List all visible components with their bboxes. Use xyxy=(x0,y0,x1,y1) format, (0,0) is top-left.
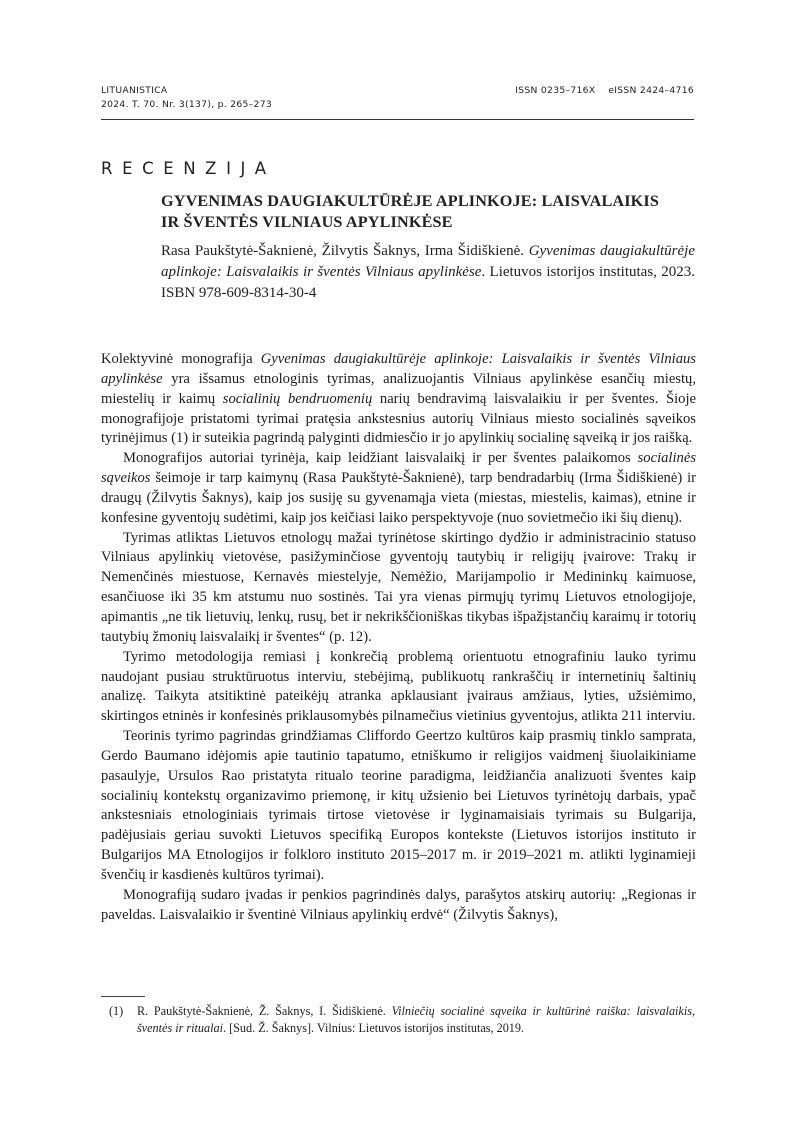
book-title-italic: Gyvenimas daugiakultūrėje aplinkoje: Laisvalaikis ir šventės Vilniaus apylinkėse xyxy=(101,351,696,387)
issn: ISSN 0235–716X xyxy=(515,85,596,96)
article-title xyxy=(161,191,701,233)
paragraph-text: Monografijos autoriai tyrinėja, kaip leidžiant laisvalaikį ir per šventes palaikomos xyxy=(123,450,638,467)
paragraph-text: yra išsamus etnologinis tyrimas, analizuojantis Vilniaus apylinkėse esančių miestų, miestelių ir kaimų xyxy=(101,370,696,407)
paragraph-2 xyxy=(101,449,696,528)
paragraph-3: Tyrimas atliktas Lietuvos etnologų mažai tyrinėtose skirtingo dydžio ir administracinio statuso Vilniaus apylinkių vietovėse, pasižyminčiose gyventojų tautybių ir religijų įvairove: Trakų ir Nemenčinės miestuose, Kernavės miestelyje, Nemėžio, Marijampolio ir Medininkų kaimuose, esančiuose iki 35 km atstumu nuo sostinės. Tai yra vienas pirmųjų tyrimų Lietuvos etnologijoje, apimantis „ne tik lietuvių, lenkų, rusų, bet ir nekrikščioniškas tikybas išpažįstančių karaimų ir totorių tautybių žmonių laisvalaikį ir šventes“ (p. 12). xyxy=(101,529,696,645)
paragraph-6: Monografiją sudaro įvadas ir penkios pagrindinės dalys, parašytos atskirų autorių: „Regionas ir paveldas. Laisvalaikio ir šventinė Vilniaus apylinkių erdvė“ (Žilvytis Šaknys), xyxy=(101,886,696,923)
citation-authors: Rasa Paukštytė-Šaknienė, Žilvytis Šaknys, Irma Šidiškienė. xyxy=(161,243,529,259)
paragraph-1 xyxy=(101,350,696,449)
section-label: RECENZIJA xyxy=(101,159,276,178)
footnote-publisher: . [Sud. Ž. Šaknys]. Vilnius: Lietuvos istorijos institutas, 2019. xyxy=(223,1021,525,1035)
citation-publisher: . Lietuvos istorijos institutas, 2023. ISBN 978-609-8314-30-4 xyxy=(161,264,695,301)
title-line-1: GYVENIMAS DAUGIAKULTŪRĖJE APLINKOJE: LAISVALAIKIS xyxy=(161,192,660,210)
volume-info: 2024. T. 70. Nr. 3(137), p. 265–273 xyxy=(101,99,272,110)
citation-book-title: Gyvenimas daugiakultūrėje aplinkoje: Laisvalaikis ir šventės Vilniaus apylinkėse xyxy=(161,243,696,280)
footnote-authors: R. Paukštytė-Šaknienė, Ž. Šaknys, I. Šidiškienė. xyxy=(137,1004,392,1018)
book-citation xyxy=(161,241,695,304)
footnote-text xyxy=(137,1003,695,1037)
journal-name: LITUANISTICA xyxy=(101,85,168,96)
footnote-divider xyxy=(101,996,145,997)
footnote-number: (1) xyxy=(109,1004,124,1018)
paragraph-text: Kolektyvinė monografija xyxy=(101,351,261,367)
running-header-right xyxy=(515,84,694,98)
paragraph-text: šeimoje ir tarp kaimynų (Rasa Paukštytė-Šaknienė), tarp bendradarbių (Irma Šidiškienė) ir draugų (Žilvytis Šaknys), kaip jos susiję su gyvenamąja vieta (miestas, miestelis, kaimas), etnine ir konfesine gyventojų sudėtimi, kaip jos keičiasi laiko perspektyvoje (nuo sovietmečio iki šių dienų). xyxy=(101,470,696,526)
term-italic: socialinės sąveikos xyxy=(101,450,696,487)
review-body xyxy=(101,350,696,925)
footnote-book-title: Vilniečių socialinė sąveika ir kultūrinė raiška: laisvalaikis, šventės ir ritualai xyxy=(137,1004,696,1035)
paragraph-5: Teorinis tyrimo pagrindas grindžiamas Cliffordo Geertzo kultūros kaip prasmių tinklo samprata, Gerdo Baumano idėjomis apie tautinio tapatumo, etniškumo ir religijos vaidmenį šiuolaikiniame pasaulyje, Ursulos Rao pristatyta ritualo teorine paradigma, leidžiančia analizuoti šventes kaip socialinių kontekstų organizavimo priemonę, ir kitų užsienio bei Lietuvos tyrinėtojų darbais, ypač ankstesniais etnologiniais tyrimais tirtose vietovėse ir lyginamaisiais tyrimais su Bulgarija, padėjusiais geriau suvokti Lietuvos specifiką Europos kontekste (Lietuvos istorijos instituto ir Bulgarijos MA Etnologijos ir folkloro instituto 2015–2017 m. ir 2019–2021 m. atlikti lyginamieji švenčių ir kasdienės kultūros tyrimai). xyxy=(101,728,696,883)
header-divider xyxy=(101,119,694,120)
eissn: eISSN 2424–4716 xyxy=(608,85,694,96)
running-header-left xyxy=(101,84,272,112)
title-line-2: IR ŠVENTĖS VILNIAUS APYLINKĖSE xyxy=(161,213,453,231)
paragraph-text: narių bendravimą laisvalaikiu ir per šventes. Šioje monografijoje pristatomi tyrimai pratęsia ankstesnius autorių Vilniaus miesto socialinės sąveikos tyrinėjimus (1) ir suteikia pagrindą palyginti didmiesčio ir jo apylinkių socialinę sąveiką ir jos raišką. xyxy=(101,390,696,447)
term-italic: socialinių bendruomenių xyxy=(222,390,373,407)
paragraph-4: Tyrimo metodologija remiasi į konkrečią problemą orientuotu etnografiniu lauko tyrimu naudojant pusiau struktūruotus interviu, stebėjimą, publikuotų rankraščių ir internetinių šaltinių analizę. Taikyta atsitiktinė pateikėjų atranka apklausiant įvairaus amžiaus, lyties, užsiėmimo, skirtingos etninės ir konfesinės priklausomybės pilnamečius vietinius gyventojus, atlikta 211 interviu. xyxy=(101,648,696,725)
